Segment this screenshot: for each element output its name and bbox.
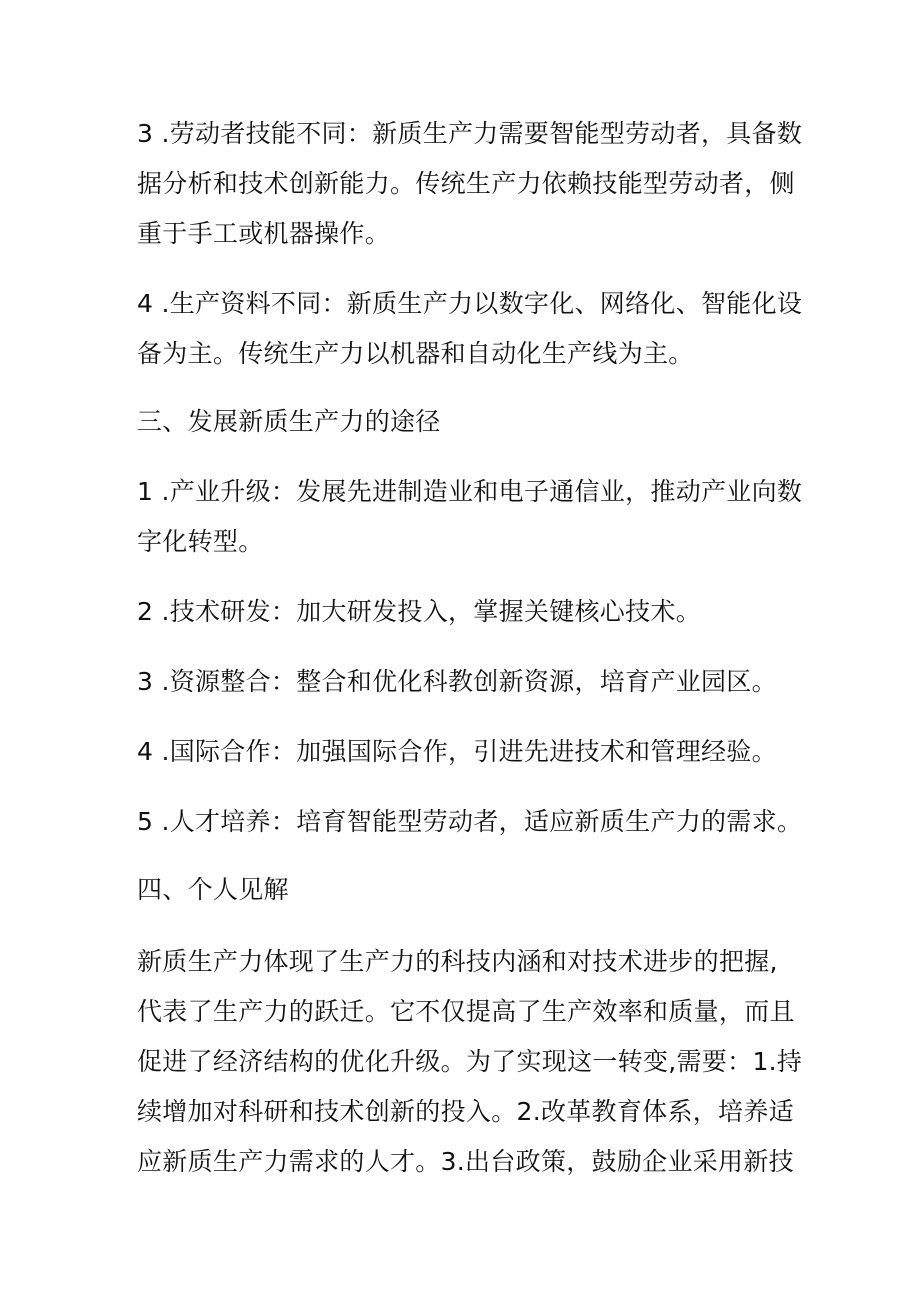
list-item-line: 5 .人才培养：培育智能型劳动者，适应新质生产力的需求。 — [137, 807, 803, 836]
section-heading: 四、个人见解 — [137, 875, 289, 904]
list-item-line: 字化转型。 — [137, 527, 264, 556]
paragraph-line: 备为主。传统生产力以机器和自动化生产线为主。 — [137, 339, 694, 368]
paragraph-line: 促进了经济结构的优化升级。为了实现这一转变,需要：1.持 — [137, 1047, 803, 1076]
paragraph-line: 应新质生产力需求的人才。3.出台政策，鼓励企业采用新技 — [137, 1147, 794, 1176]
list-item-line: 2 .技术研发：加大研发投入，掌握关键核心技术。 — [137, 597, 702, 626]
paragraph-line: 3 .劳动者技能不同：新质生产力需要智能型劳动者，具备数 — [137, 119, 803, 148]
paragraph-line: 据分析和技术创新能力。传统生产力依赖技能型劳动者，侧 — [137, 169, 795, 198]
paragraph-line: 新质生产力体现了生产力的科技内涵和对技术进步的把握, — [137, 947, 778, 976]
list-item-line: 3 .资源整合：整合和优化科教创新资源，培育产业园区。 — [137, 667, 777, 696]
paragraph-line: 续增加对科研和技术创新的投入。2.改革教育体系，培养适 — [137, 1097, 794, 1126]
section-heading: 三、发展新质生产力的途径 — [137, 407, 441, 436]
list-item-line: 4 .国际合作：加强国际合作，引进先进技术和管理经验。 — [137, 737, 777, 766]
paragraph-line: 重于手工或机器操作。 — [137, 219, 391, 248]
paragraph-line: 4 .生产资料不同：新质生产力以数字化、网络化、智能化设 — [137, 289, 803, 318]
list-item-line: 1 .产业升级：发展先进制造业和电子通信业，推动产业向数 — [137, 477, 803, 506]
paragraph-line: 代表了生产力的跃迁。它不仅提高了生产效率和质量，而且 — [137, 997, 795, 1026]
